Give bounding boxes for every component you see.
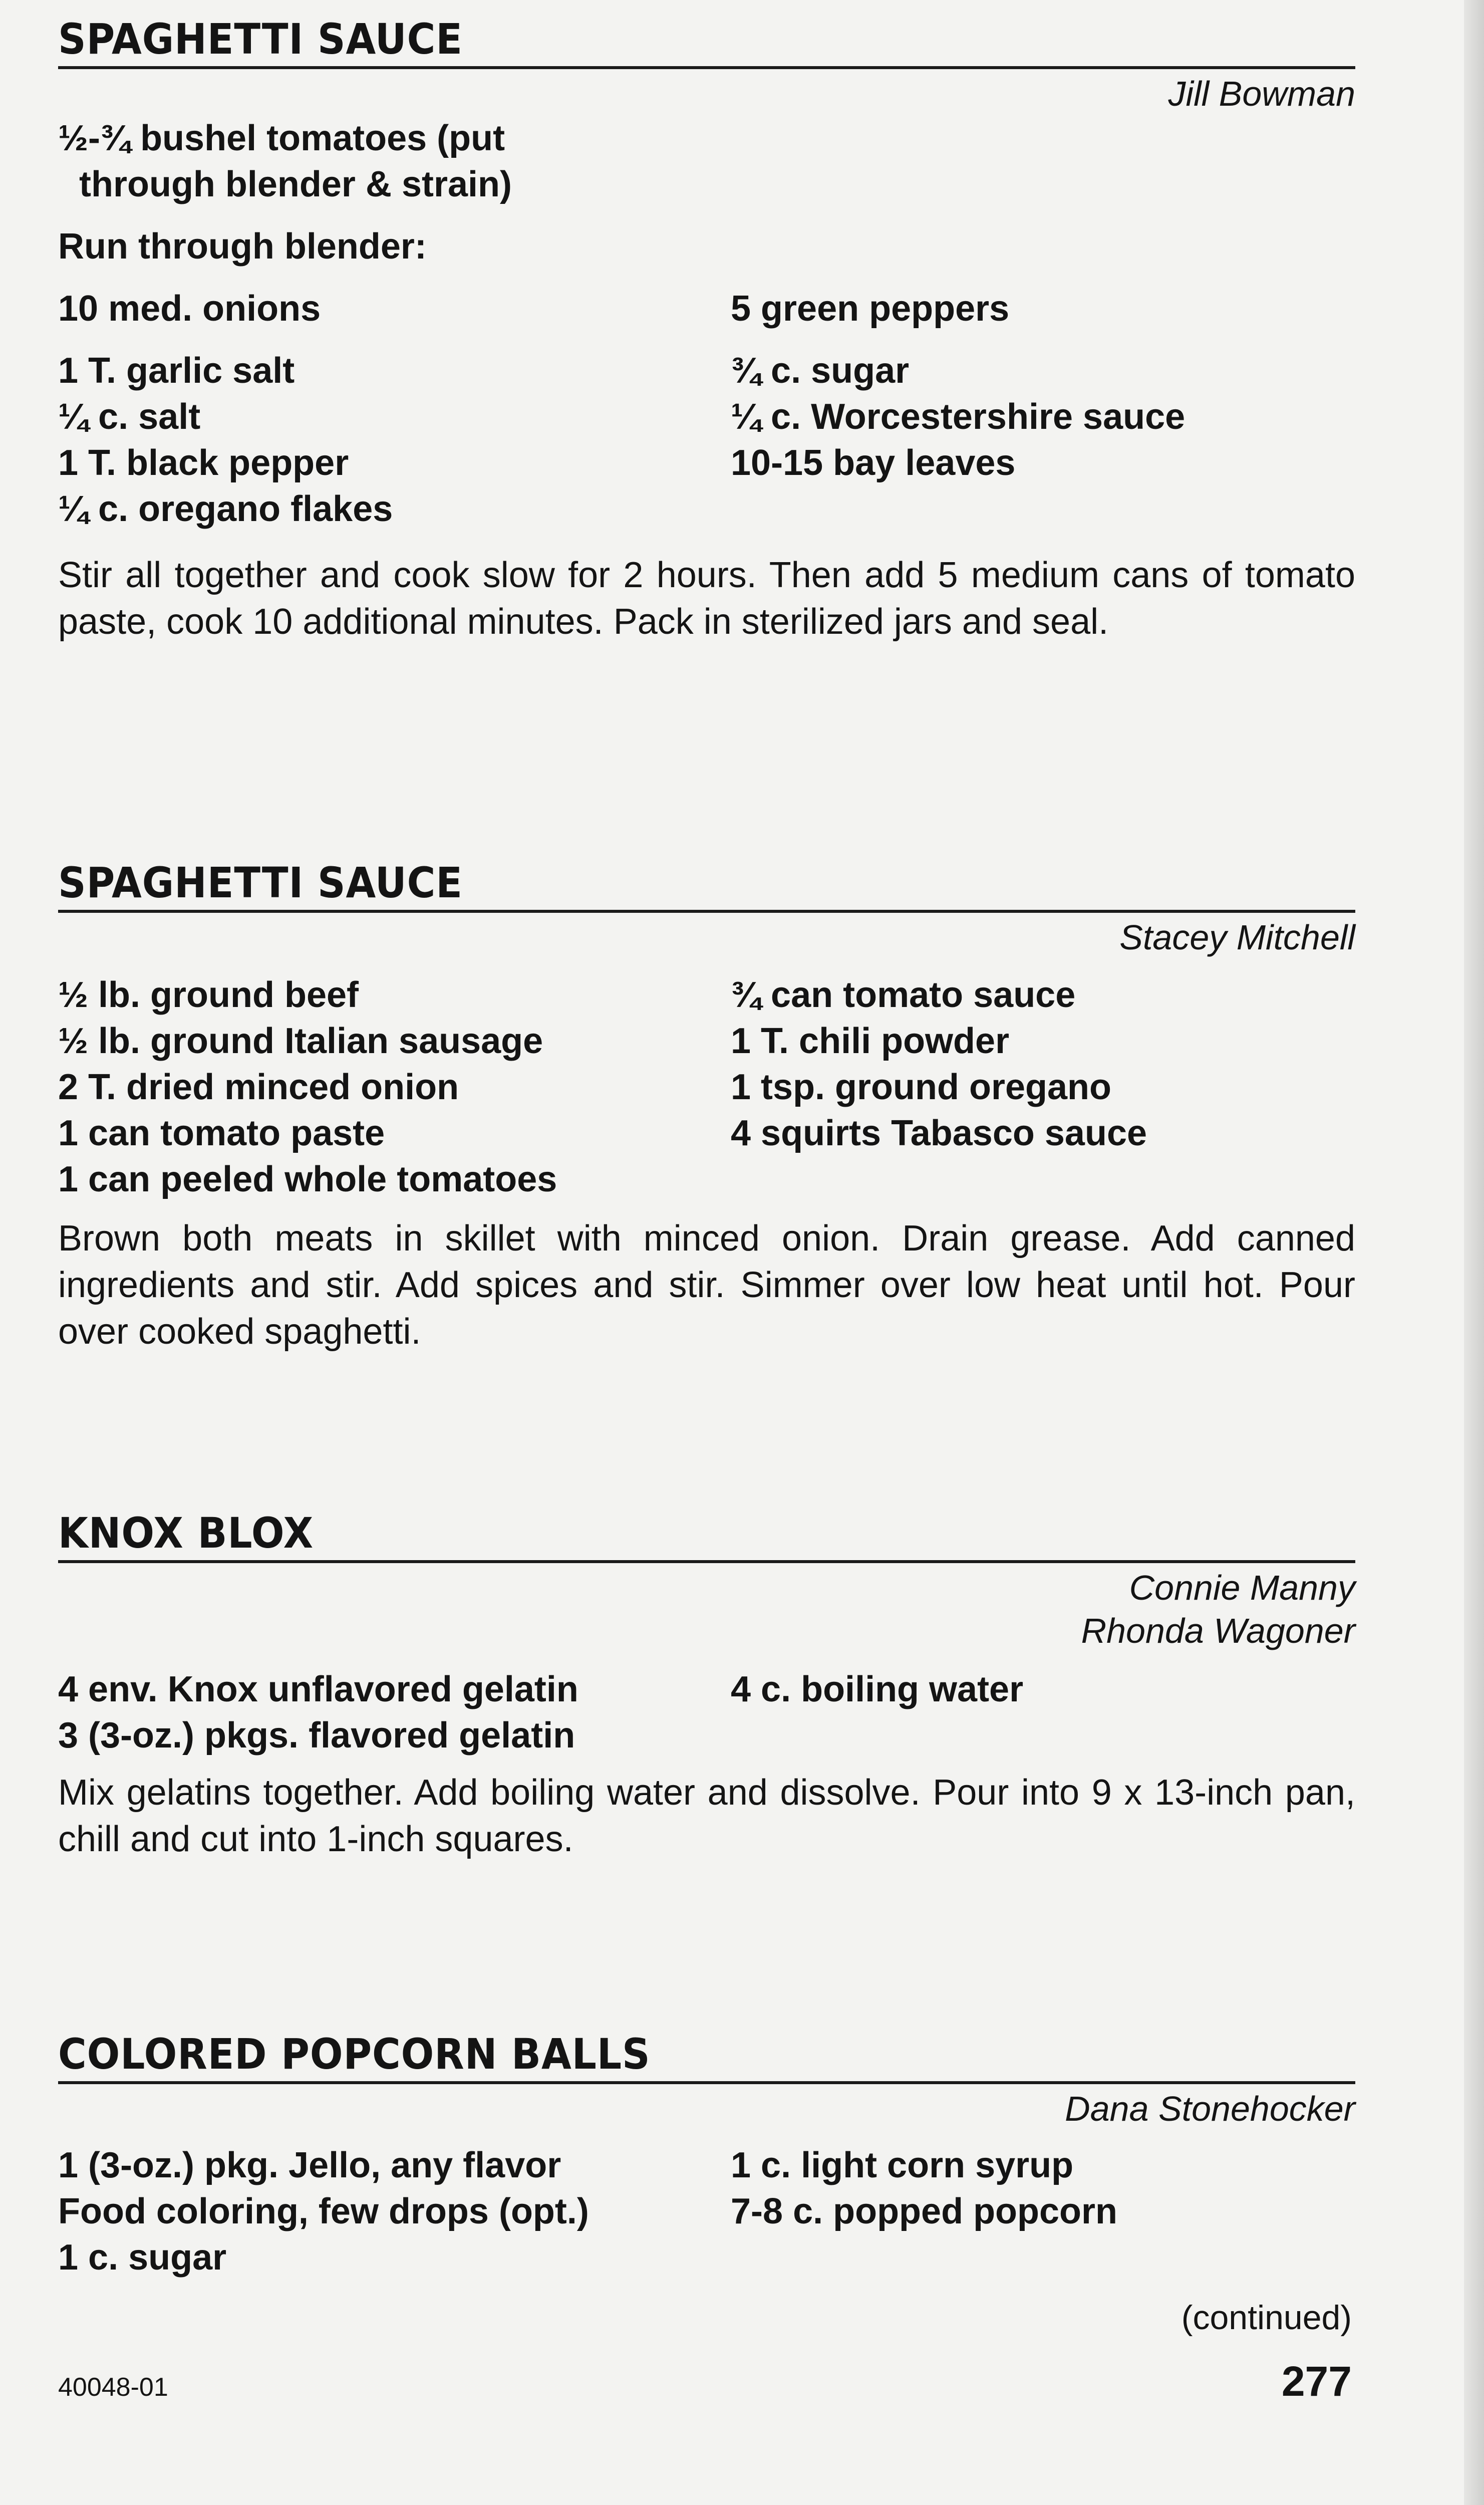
ingredient-right: 1 c. light corn syrup bbox=[731, 2145, 1074, 2185]
footer-code: 40048-01 bbox=[58, 2373, 168, 2402]
recipe-instructions: Brown both meats in skillet with minced onion. Drain grease. Add canned ingredients and stir. Add spices and stir. Simmer over low heat until hot. Pour over cooked spaghetti. bbox=[58, 1218, 1355, 1352]
recipe-author: Connie Manny bbox=[1129, 1568, 1355, 1607]
recipe-title: KNOX BLOX bbox=[58, 1509, 314, 1558]
spacer bbox=[58, 532, 1355, 552]
ingredient-row bbox=[58, 2234, 1355, 2281]
ingredient-left: 3 (3-oz.) pkgs. flavored gelatin bbox=[58, 1715, 575, 1756]
recipe-title: SPAGHETTI SAUCE bbox=[58, 15, 463, 64]
ingredient-line: through blender & strain) bbox=[79, 164, 512, 204]
spacer bbox=[58, 1652, 1355, 1666]
recipe-spaghetti-sauce-bowman bbox=[58, 14, 1355, 645]
ingredient-right: 10-15 bay leaves bbox=[731, 443, 1016, 483]
page-number: 277 bbox=[1281, 2358, 1352, 2405]
ingredient-right: ¼ c. Worcestershire sauce bbox=[731, 397, 1185, 437]
spacer bbox=[58, 1759, 1355, 1770]
ingredient-row bbox=[58, 1666, 1355, 1712]
ingredient-left: ½ lb. ground beef bbox=[58, 975, 359, 1015]
recipe-colored-popcorn-balls bbox=[58, 2029, 1355, 2281]
ingredient-left: 1 T. black pepper bbox=[58, 443, 349, 483]
ingredient-left: 1 c. sugar bbox=[58, 2237, 227, 2278]
page-edge-shadow bbox=[1464, 0, 1484, 2505]
ingredient-right: 5 green peppers bbox=[731, 289, 1010, 329]
ingredient-left: ¼ c. salt bbox=[58, 397, 201, 437]
ingredient-right: 4 squirts Tabasco sauce bbox=[731, 1113, 1147, 1153]
ingredient-left: 2 T. dried minced onion bbox=[58, 1067, 459, 1107]
blender-label: Run through blender: bbox=[58, 226, 427, 267]
ingredient-list bbox=[58, 286, 1355, 332]
ingredient-row bbox=[58, 348, 1355, 394]
recipe-author: Dana Stonehocker bbox=[1065, 2089, 1355, 2128]
ingredient-left: 1 (3-oz.) pkg. Jello, any flavor bbox=[58, 2145, 561, 2185]
ingredient-list bbox=[58, 348, 1355, 532]
recipe-instructions: Stir all together and cook slow for 2 hours. Then add 5 medium cans of tomato paste, cook 10 additional minutes. Pack in sterilized jars and seal. bbox=[58, 555, 1355, 642]
ingredient-right: 4 c. boiling water bbox=[731, 1669, 1024, 1709]
ingredient-row bbox=[58, 394, 1355, 440]
recipe-knox-blox bbox=[58, 1508, 1355, 1863]
ingredient-row bbox=[58, 972, 1355, 1018]
ingredient-row bbox=[58, 440, 1355, 486]
recipe-author: Rhonda Wagoner bbox=[1081, 1611, 1355, 1650]
ingredient-left: 10 med. onions bbox=[58, 289, 321, 329]
ingredient-row bbox=[58, 1018, 1355, 1064]
ingredient-row bbox=[58, 2142, 1355, 2188]
ingredient-row bbox=[58, 286, 1355, 332]
continued-note: (continued) bbox=[1181, 2299, 1352, 2337]
title-rule bbox=[58, 66, 1355, 69]
ingredient-right: 1 tsp. ground oregano bbox=[731, 1067, 1112, 1107]
ingredient-right: ¾ can tomato sauce bbox=[731, 975, 1076, 1015]
recipe-title: COLORED POPCORN BALLS bbox=[58, 2030, 651, 2079]
ingredient-left: 1 can peeled whole tomatoes bbox=[58, 1159, 557, 1199]
spacer bbox=[58, 270, 1355, 286]
spacer bbox=[58, 332, 1355, 348]
recipe-author: Stacey Mitchell bbox=[1119, 918, 1355, 957]
spacer bbox=[58, 959, 1355, 972]
title-rule bbox=[58, 1560, 1355, 1563]
ingredient-list bbox=[58, 2142, 1355, 2281]
ingredient-list bbox=[58, 972, 1355, 1202]
spacer bbox=[58, 2130, 1355, 2142]
ingredient-left: 1 can tomato paste bbox=[58, 1113, 385, 1153]
title-rule bbox=[58, 910, 1355, 913]
ingredient-row bbox=[58, 2188, 1355, 2234]
ingredient-right: ¾ c. sugar bbox=[731, 351, 910, 391]
ingredient-list bbox=[58, 1666, 1355, 1759]
recipe-spaghetti-sauce-mitchell bbox=[58, 858, 1355, 1355]
ingredient-left: ½ lb. ground Italian sausage bbox=[58, 1021, 543, 1061]
ingredient-row bbox=[58, 1110, 1355, 1156]
ingredient-row bbox=[58, 486, 1355, 532]
ingredient-left: 4 env. Knox unflavored gelatin bbox=[58, 1669, 578, 1709]
ingredient-right: 1 T. chili powder bbox=[731, 1021, 1010, 1061]
recipe-author: Jill Bowman bbox=[1168, 74, 1355, 113]
title-rule bbox=[58, 2081, 1355, 2084]
spacer bbox=[58, 207, 1355, 223]
ingredient-row bbox=[58, 1156, 1355, 1202]
ingredient-right: 7-8 c. popped popcorn bbox=[731, 2191, 1118, 2231]
ingredient-line: ½-¾ bushel tomatoes (put bbox=[58, 118, 505, 158]
ingredient-left: ¼ c. oregano flakes bbox=[58, 489, 393, 529]
ingredient-row bbox=[58, 1712, 1355, 1759]
recipe-title: SPAGHETTI SAUCE bbox=[58, 858, 463, 907]
ingredient-left: Food coloring, few drops (opt.) bbox=[58, 2191, 589, 2231]
recipe-instructions: Mix gelatins together. Add boiling water and dissolve. Pour into 9 x 13-inch pan, chill and cut into 1-inch squares. bbox=[58, 1773, 1355, 1859]
ingredient-left: 1 T. garlic salt bbox=[58, 351, 295, 391]
spacer bbox=[58, 1202, 1355, 1215]
ingredient-row bbox=[58, 1064, 1355, 1110]
